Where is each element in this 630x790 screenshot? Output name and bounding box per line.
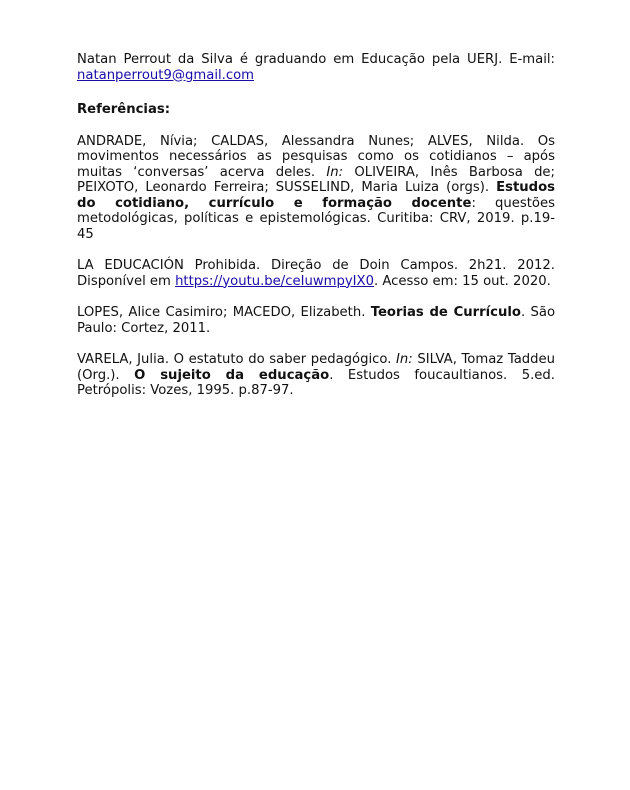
reference-title: Estudos do cotidiano, currículo e formação docente bbox=[77, 180, 555, 211]
reference-text: . Estudos foucaultianos. 5.ed. Petrópolis: Vozes, 1995. p.87-97. bbox=[77, 367, 555, 398]
reference-lopes bbox=[77, 305, 555, 336]
reference-title: Teorias de Currículo bbox=[370, 305, 521, 320]
document-page bbox=[77, 52, 555, 399]
reference-text: ANDRADE, Nívia; CALDAS, Alessandra Nunes; ALVES, Nilda. Os movimentos necessários as pesquisas como os cotidianos – após muitas ‘conversas’ acerva deles. bbox=[77, 133, 555, 180]
author-email-link[interactable]: natanperrout9@gmail.com bbox=[77, 67, 255, 83]
reference-title: O sujeito da educação bbox=[134, 367, 330, 383]
author-note-text: Natan Perrout da Silva é graduando em Educação pela UERJ. E-mail: bbox=[77, 52, 555, 67]
reference-text: : questões metodológicas, políticas e epistemológicas. Curitiba: CRV, 2019. p.19-45 bbox=[77, 195, 555, 242]
reference-text: . Acesso em: 15 out. 2020. bbox=[373, 273, 551, 289]
references-heading: Referências: bbox=[77, 102, 170, 117]
reference-text: SILVA, Tomaz Taddeu (Org.). bbox=[77, 352, 555, 383]
reference-andrade bbox=[77, 134, 555, 243]
reference-text: LOPES, Alice Casimiro; MACEDO, Elizabeth. bbox=[77, 305, 371, 320]
reference-text: . São Paulo: Cortez, 2011. bbox=[77, 305, 556, 336]
reference-text: LA EDUCACIÓN Prohibida. Direção de Doin Campos. 2h21. 2012. Disponível em bbox=[77, 258, 555, 289]
reference-text: VARELA, Julia. O estatuto do saber pedagógico. bbox=[77, 352, 397, 367]
reference-in-label: In: bbox=[396, 352, 413, 367]
reference-video-link[interactable]: https://youtu.be/ceIuwmpyIX0 bbox=[175, 273, 374, 289]
reference-varela bbox=[77, 352, 555, 399]
reference-text: OLIVEIRA, Inês Barbosa de; PEIXOTO, Leonardo Ferreira; SUSSELIND, Maria Luiza (orgs). bbox=[77, 164, 555, 195]
reference-la-educacion bbox=[77, 258, 555, 289]
reference-in-label: In: bbox=[326, 164, 344, 180]
author-note bbox=[77, 52, 555, 83]
